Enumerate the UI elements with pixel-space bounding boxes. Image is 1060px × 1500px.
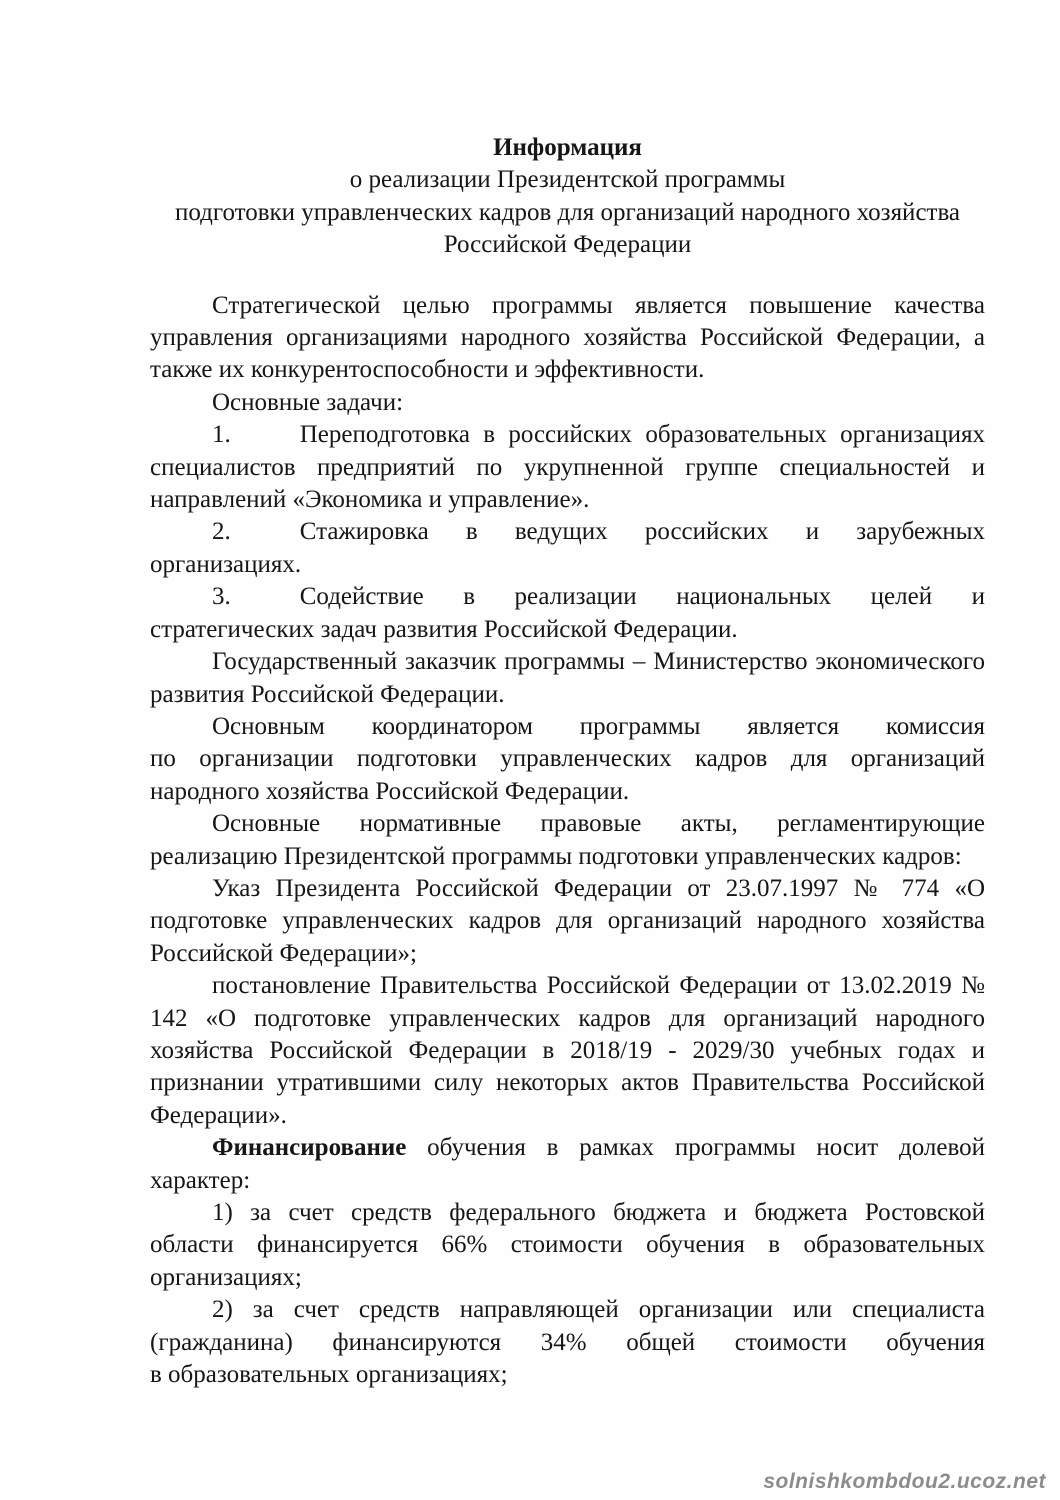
paragraph-task-2 — [150, 516, 985, 581]
financing-item-1: 1) за счет средств федерального бюджета и бюджета Ростовской области финансируется 66% стоимости обучения в образовательных организациях; — [150, 1199, 985, 1291]
paragraph-legal-acts: Основные нормативные правовые акты, регламентирующие реализацию Президентской программы подготовки управленческих кадров: — [150, 810, 985, 870]
title-line-3: подготовки управленческих кадров для организаций народного хозяйства — [174, 198, 961, 226]
financing-text: обучения в рамках программы носит долевой характер: — [150, 1134, 985, 1194]
document-title — [150, 132, 985, 262]
document-body — [150, 290, 985, 1392]
paragraph-task-3 — [150, 581, 985, 646]
task-1-text: Переподготовка в российских образовательных организациях специалистов предприятий по укрупненной группе специальностей и направлений «Экономика и управление». — [150, 421, 985, 514]
task-3-number: 3. — [212, 583, 231, 611]
title-line-1: Информация — [493, 134, 642, 161]
task-1-number: 1. — [212, 421, 231, 449]
watermark: solnishkombdou2.ucoz.net — [763, 1470, 1046, 1493]
title-line-2: о реализации Президентской программы — [349, 166, 786, 194]
paragraph-strategic-goal: Стратегической целью программы является повышение качества управления организациями народного хозяйства Российской Федерации, а также их конкурентоспособности и эффективности. — [150, 291, 985, 384]
financing-keyword: Финансирование — [212, 1134, 407, 1162]
task-2-text: Стажировка в ведущих российских и зарубежных организациях. — [150, 518, 985, 578]
paragraph-government-resolution: постановление Правительства Российской Федерации от 13.02.2019 № 142 «О подготовке управленческих кадров для организаций народного хозяйства Российской Федерации в 2018/19 - 2029/30 учебных годах и признании утратившими силу некоторых актов Правительства Российской Федерации». — [150, 972, 985, 1129]
title-line-4: Российской Федерации — [443, 231, 692, 259]
paragraph-coordinator: Основным координатором программы является комиссия по организации подготовки управленческих кадров для организаций народного хозяйства Российской Федерации. — [150, 712, 985, 805]
task-3-text: Содействие в реализации национальных целей и стратегических задач развития Российской Федерации. — [150, 583, 985, 643]
paragraph-financing — [150, 1132, 985, 1197]
task-2-number: 2. — [212, 518, 231, 546]
paragraph-tasks-heading: Основные задачи: — [212, 388, 404, 416]
paragraph-state-customer: Государственный заказчик программы – Министерство экономического развития Российской Федерации. — [150, 648, 985, 708]
financing-item-2: 2) за счет средств направляющей организации или специалиста (гражданина) финансируются 34% общей стоимости обучения в образовательных организациях; — [150, 1296, 985, 1389]
paragraph-task-1 — [150, 419, 985, 516]
paragraph-presidential-decree: Указ Президента Российской Федерации от 23.07.1997 № 774 «О подготовке управленческих кадров для организаций народного хозяйства Российской Федерации»; — [150, 874, 985, 967]
